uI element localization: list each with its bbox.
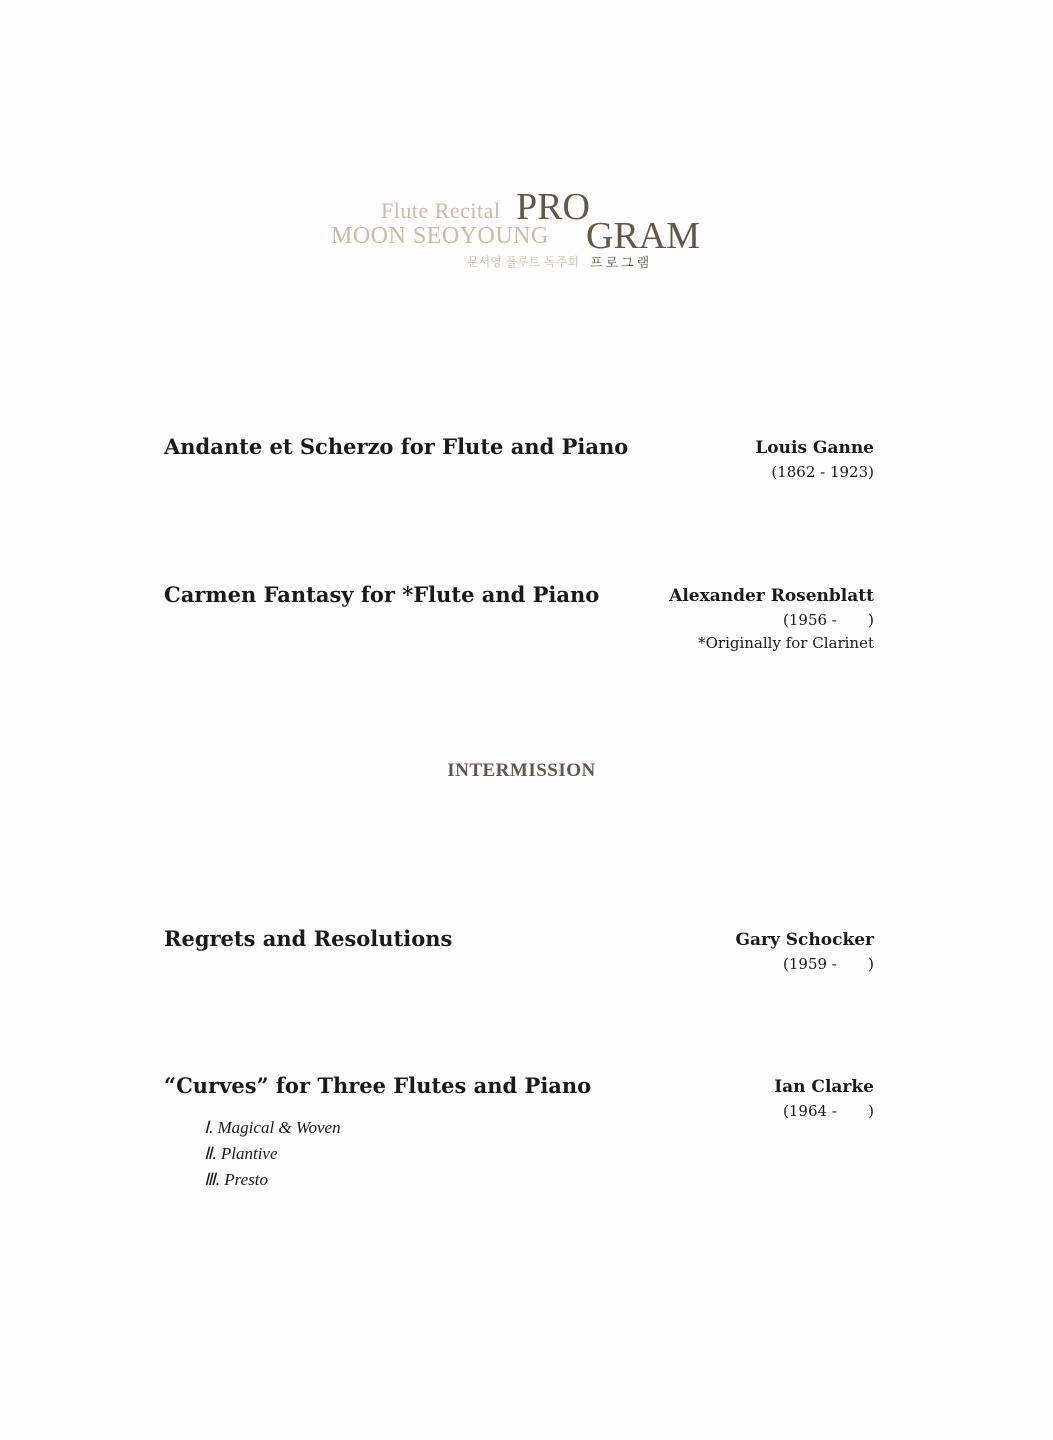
composer-name: Louis Ganne [755, 438, 874, 458]
composer-years-open: (1956 - [783, 611, 837, 629]
composer-years [735, 952, 874, 976]
composer-note: *Originally for Clarinet [698, 634, 874, 652]
header-korean-program: 프로그램 [590, 256, 653, 271]
movement-item: Ⅰ. Magical & Woven [204, 1118, 341, 1137]
composer-years [669, 608, 874, 632]
intermission-label: INTERMISSION [447, 760, 596, 781]
header-pro: PRO [516, 186, 590, 228]
header-gram: GRAM [586, 215, 701, 257]
composer-years-close: ) [868, 955, 874, 973]
composer-years-close: ) [868, 611, 874, 629]
movement-item: Ⅲ. Presto [204, 1170, 268, 1189]
composer-name: Ian Clarke [774, 1077, 874, 1097]
composer-block [669, 584, 874, 654]
piece-title: Andante et Scherzo for Flute and Piano [164, 434, 629, 459]
header-recital: Flute Recital [381, 198, 501, 223]
composer-years: (1862 - 1923) [771, 463, 874, 481]
piece-title: “Curves” for Three Flutes and Piano [164, 1073, 592, 1098]
composer-years [774, 1099, 874, 1123]
composer-years-open: (1964 - [783, 1102, 837, 1120]
header-performer-name: MOON SEOYOUNG [331, 223, 549, 249]
movement-item: Ⅱ. Plantive [204, 1144, 278, 1163]
header-korean-subtitle: 문서영 플루트 독주회 [467, 255, 579, 269]
composer-block [735, 928, 874, 976]
piece-title: Regrets and Resolutions [164, 926, 453, 951]
composer-years-close: ) [868, 1102, 874, 1120]
composer-name: Alexander Rosenblatt [669, 586, 874, 606]
composer-block [755, 436, 874, 484]
movement-list [204, 1115, 341, 1193]
composer-years-open: (1959 - [783, 955, 837, 973]
program-header [0, 186, 1053, 280]
composer-name: Gary Schocker [735, 930, 874, 950]
composer-block [774, 1075, 874, 1123]
piece-title: Carmen Fantasy for *Flute and Piano [164, 582, 600, 607]
